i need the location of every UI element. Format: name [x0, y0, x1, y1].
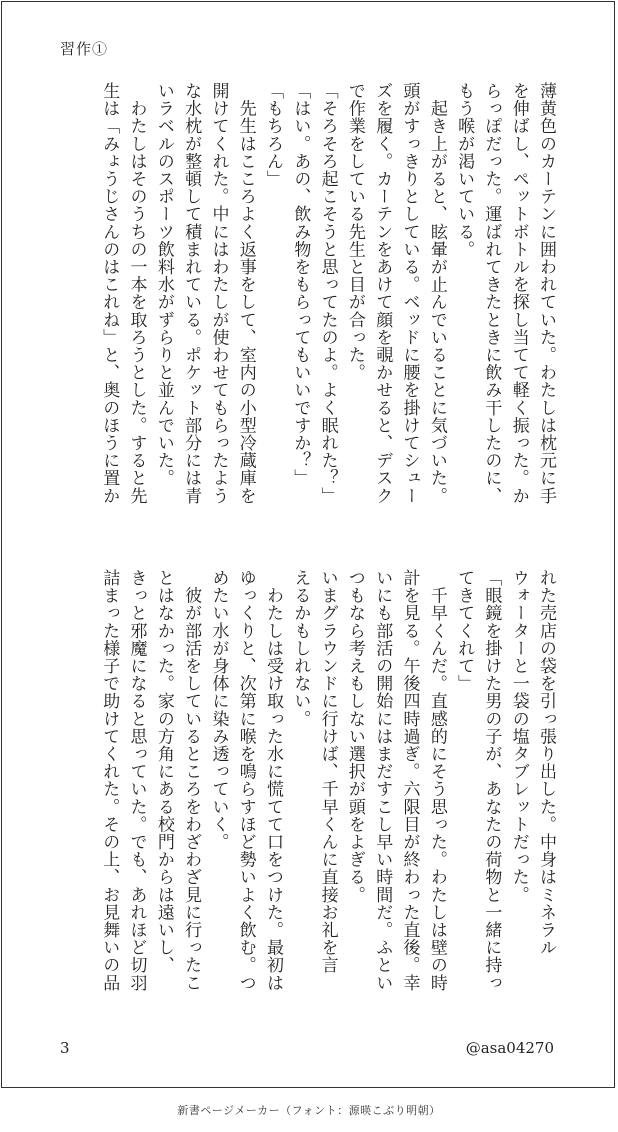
text-column: いまグラウンドに行けば、千早くんに直接お礼を言 — [317, 569, 338, 974]
text-column: わたしはそのうちの一本を取ろうとした。すると先 — [126, 82, 147, 505]
text-block-top — [95, 82, 559, 532]
text-column: ウォーターと一袋の塩タブレットだった。 — [508, 569, 529, 904]
generator-credit: 新書ページメーカー（フォント：源暎こぶり明朝） — [177, 1104, 441, 1117]
text-column: れた売店の袋を引っ張り出した。中身はミネラル — [536, 569, 556, 957]
text-column: を伸ばし、ペットボトルを探し当てて軽く振った。か — [508, 82, 529, 505]
text-column: わたしは受け取った水に慌てて口をつけた。最初は — [263, 569, 284, 992]
text-column: 「眼鏡を掛けた男の子が、あなたの荷物と一緒に持っ — [481, 569, 502, 992]
text-column: 起き上がると、眩暈が止んでいることに気づいた。 — [426, 82, 447, 505]
text-column: 彼が部活をしているところをわざわざ見に行ったこ — [181, 569, 202, 992]
author-handle: @asa04270 — [465, 1039, 554, 1057]
text-column: 千早くんだ。直感的にそう思った。わたしは壁の時 — [426, 569, 447, 992]
text-column: 「もちろん」 — [263, 82, 284, 188]
text-column: つもなら考えもしない選択が頭をよぎる。 — [344, 569, 365, 904]
text-column: 開けてくれた。中にはわたしが使わせてもらったよう — [208, 82, 229, 505]
text-column: な水枕が整頓して積まれている。ポケット部分には青 — [181, 82, 202, 505]
text-column: もう喉が渇いている。 — [454, 82, 475, 258]
text-column: 生は「みょうじさんのはこれね」と、奥のほうに置か — [99, 82, 120, 505]
text-column: きっと邪魔になると思っていた。でも、あれほど切羽 — [126, 569, 147, 992]
text-column: 「はい。あの、飲み物をもらってもいいですか？」 — [290, 82, 311, 487]
text-column: 頭がすっきりとしている。ベッドに腰を掛けてシュー — [399, 82, 420, 505]
text-column: いラベルのスポーツ飲料水がずらりと並んでいた。 — [153, 82, 174, 487]
text-block-bottom — [95, 569, 559, 1029]
text-column: で作業をしている先生と目が合った。 — [344, 82, 365, 382]
manuscript-page — [1, 1, 615, 1088]
text-column: 薄黄色のカーテンに囲われていた。わたしは枕元に手 — [536, 82, 556, 505]
text-column: いにも部活の開始にはまだすこし早い時間だ。ふとい — [372, 569, 393, 992]
text-column: えるかもしれない。 — [290, 569, 311, 728]
text-column: 詰まった様子で助けてくれた。その上、お見舞いの品 — [99, 569, 120, 992]
text-column: ズを履く。カーテンをあけて顔を覗かせると、デスク — [372, 82, 393, 505]
page-number: 3 — [60, 1039, 70, 1057]
text-column: 計を見る。午後四時過ぎ。六限目が終わった直後。幸 — [399, 569, 420, 992]
page-title: 習作① — [60, 40, 109, 58]
text-column: 先生はこころよく返事をして、室内の小型冷蔵庫を — [235, 82, 256, 505]
text-column: らっぽだった。運ばれてきたときに飲み干したのに、 — [481, 82, 502, 505]
text-column: とはなかった。家の方角にある校門からは遠いし、 — [153, 569, 174, 974]
text-column: てきてくれて」 — [454, 569, 475, 693]
text-column: ゆっくりと、次第に喉を鳴らすほど勢いよく飲む。つ — [235, 569, 256, 992]
text-column: 「そろそろ起こそうと思ってたのよ。よく眠れた？」 — [317, 82, 338, 505]
text-column: めたい水が身体に染み透っていく。 — [208, 569, 229, 851]
